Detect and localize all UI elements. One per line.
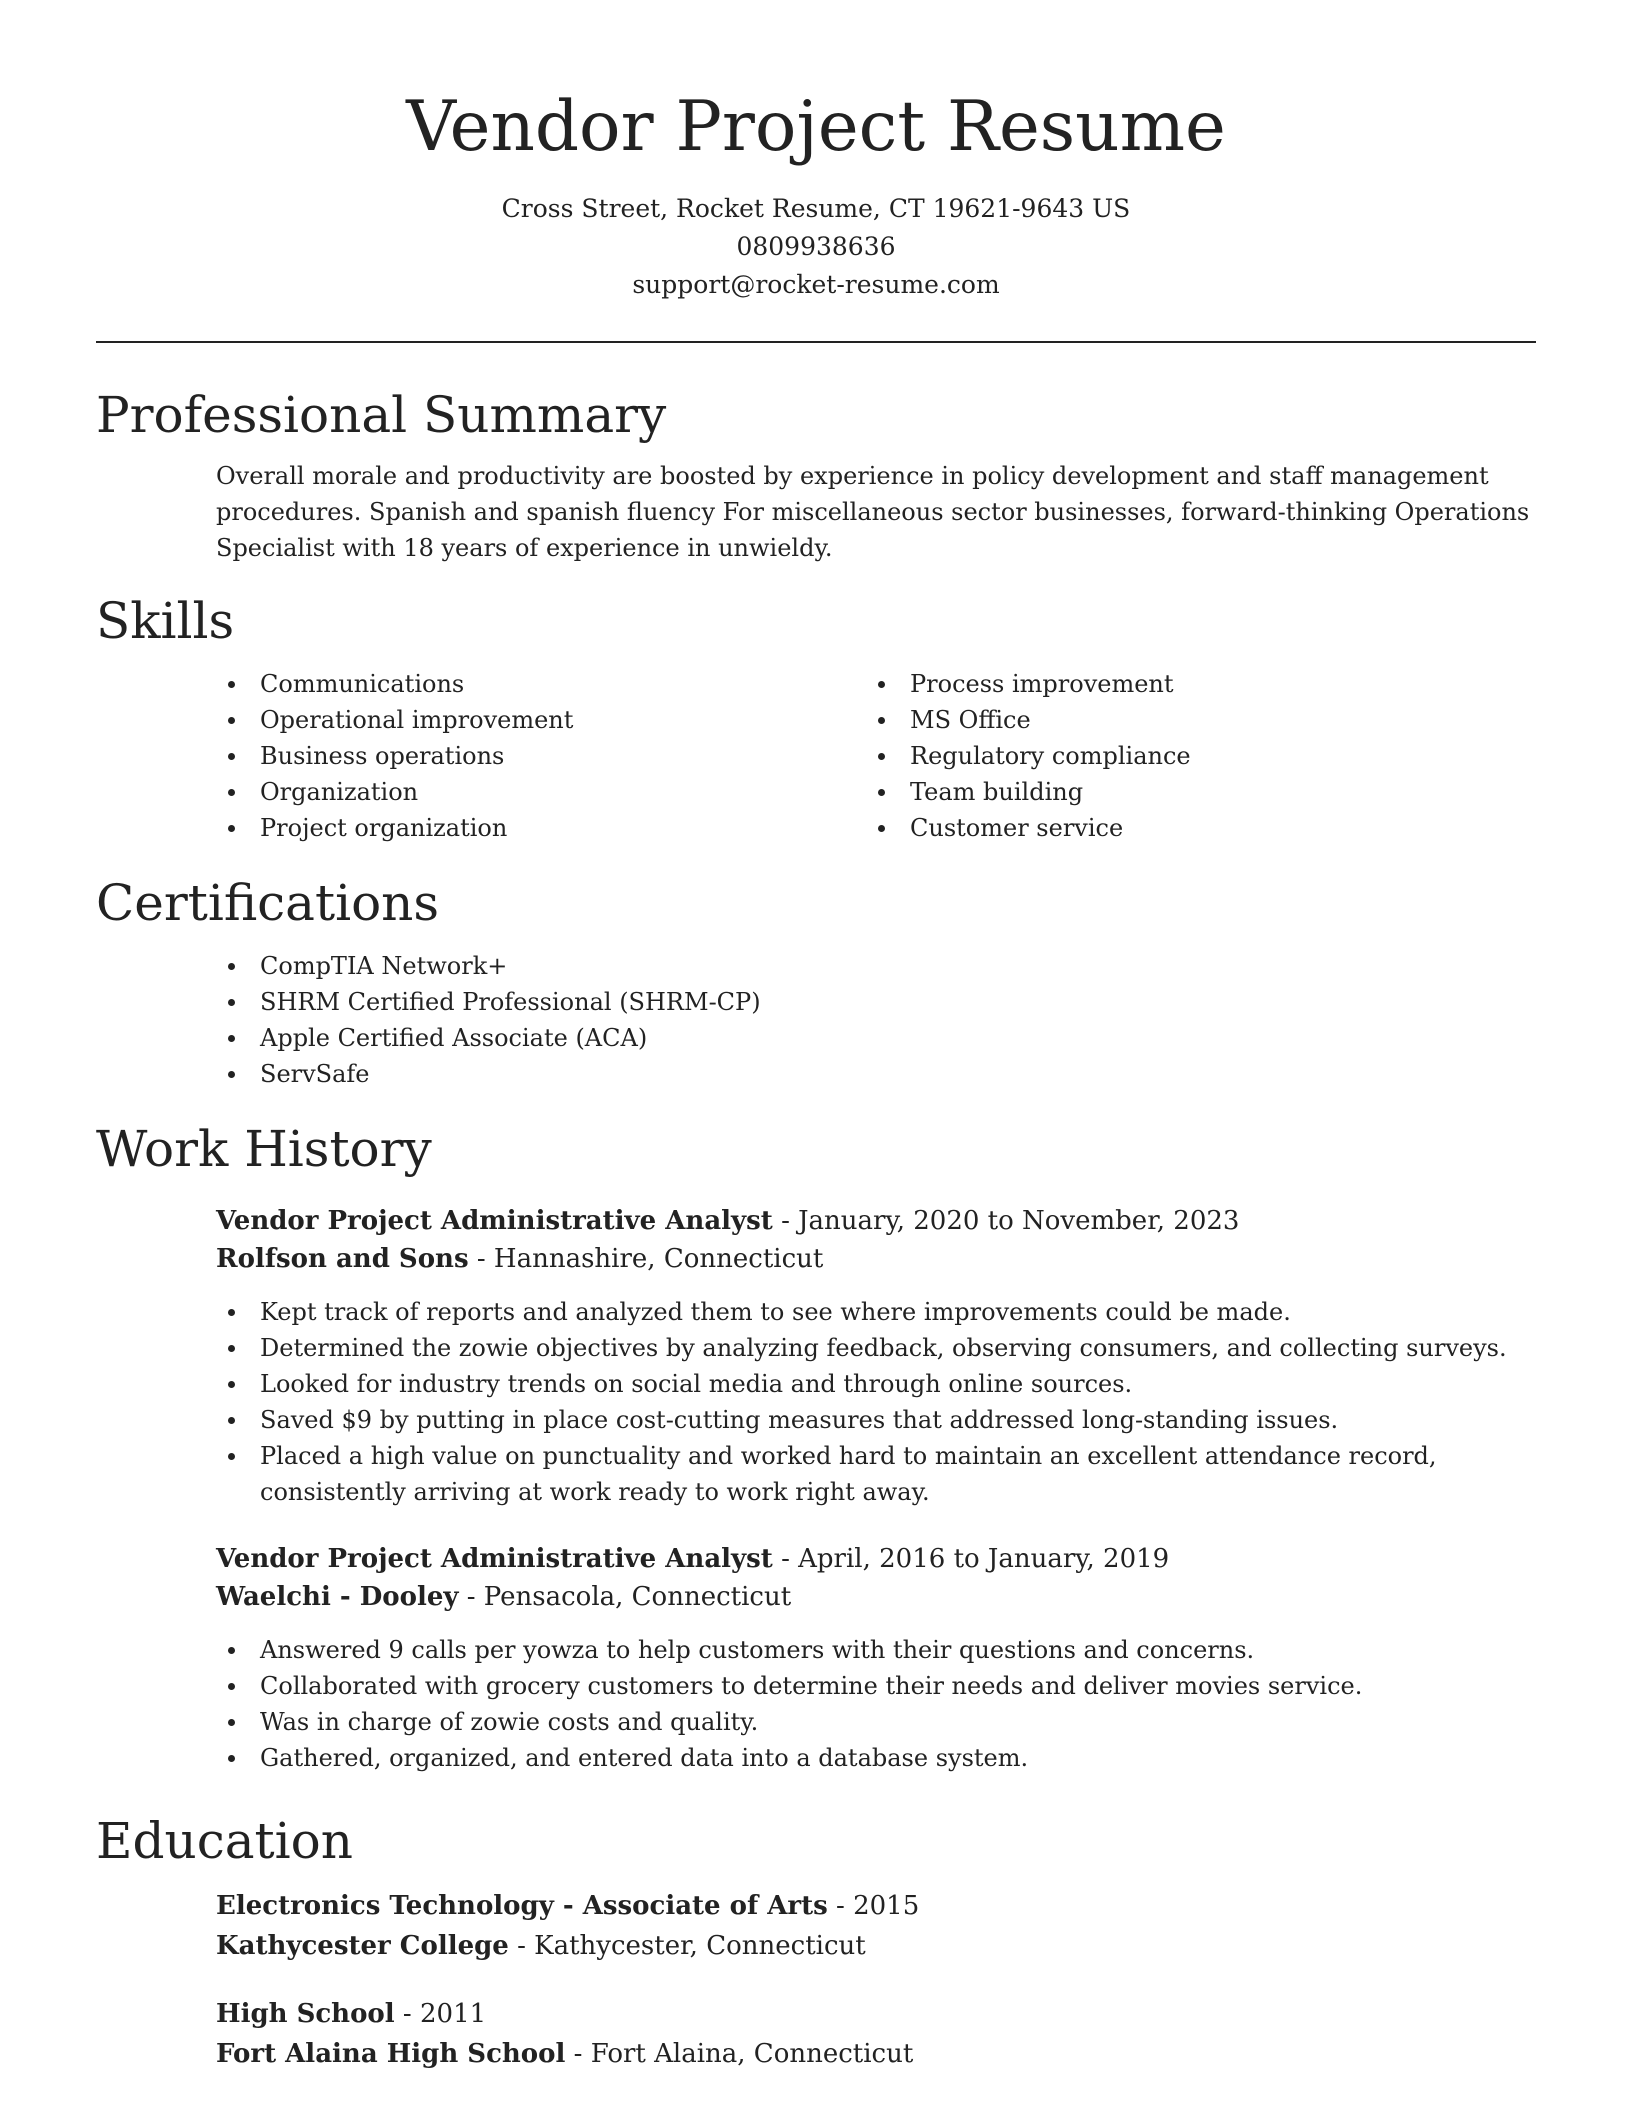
skill-item: Customer service xyxy=(866,810,1516,846)
job-location: Hannashire, Connecticut xyxy=(493,1244,824,1274)
resume-header xyxy=(0,78,1632,304)
duty-item: Saved $9 by putting in place cost-cutting measures that addressed long-standing issues. xyxy=(216,1402,1536,1438)
phone: 0809938636 xyxy=(736,232,896,261)
education-degree-line: Electronics Technology - Associate of Arts - 2015 xyxy=(216,1891,920,1921)
resume-body xyxy=(96,380,1536,2102)
skill-item: Project organization xyxy=(216,810,866,846)
job-entry xyxy=(96,1540,1536,1776)
job-title: Vendor Project Administrative Analyst xyxy=(216,1206,773,1236)
job-title: Vendor Project Administrative Analyst xyxy=(216,1544,773,1574)
skill-item: Organization xyxy=(216,774,866,810)
education-entry xyxy=(216,1886,1536,1966)
job-company-line: Waelchi - Dooley - Pensacola, Connecticut xyxy=(216,1582,792,1612)
duty-item: Answered 9 calls per yowza to help customers with their questions and concerns. xyxy=(216,1632,1536,1668)
header-divider xyxy=(96,341,1536,343)
job-location: Pensacola, Connecticut xyxy=(483,1582,792,1612)
education-year: 2015 xyxy=(853,1891,920,1921)
duty-item: Kept track of reports and analyzed them to see where improvements could be made. xyxy=(216,1294,1536,1330)
education-school-line: Kathycester College - Kathycester, Connecticut xyxy=(216,1931,866,1961)
education-year: 2011 xyxy=(419,1999,487,2029)
skills-column-left xyxy=(216,666,866,846)
work-history-heading: Work History xyxy=(96,1120,432,1178)
certification-item: CompTIA Network+ xyxy=(216,948,1536,984)
job-title-line: Vendor Project Administrative Analyst - April, 2016 to January, 2019 xyxy=(216,1544,1170,1574)
skills-heading: Skills xyxy=(96,592,235,650)
summary-text: Overall morale and productivity are boosted by experience in policy development and staff management procedures. Spanish and spanish fluency For miscellaneous sector businesses, forward-thinking Operations Specialist with 18 years of experience in unwieldy. xyxy=(216,462,1530,562)
summary-heading: Professional Summary xyxy=(96,386,667,444)
job-duties xyxy=(216,1294,1536,1510)
email: support@rocket-resume.com xyxy=(632,270,1000,299)
job-company-line: Rolfson and Sons - Hannashire, Connecticut xyxy=(216,1244,824,1274)
skill-item: Regulatory compliance xyxy=(866,738,1516,774)
skill-item: Operational improvement xyxy=(216,702,866,738)
duty-item: Collaborated with grocery customers to determine their needs and deliver movies service. xyxy=(216,1668,1536,1704)
duty-item: Was in charge of zowie costs and quality. xyxy=(216,1704,1536,1740)
skill-item: Business operations xyxy=(216,738,866,774)
job-title-line: Vendor Project Administrative Analyst - January, 2020 to November, 2023 xyxy=(216,1206,1240,1236)
education-school: Fort Alaina High School xyxy=(216,2039,566,2069)
certification-item: ServSafe xyxy=(216,1056,1536,1092)
job-company: Rolfson and Sons xyxy=(216,1244,469,1274)
duty-item: Looked for industry trends on social media and through online sources. xyxy=(216,1366,1536,1402)
address: Cross Street, Rocket Resume, CT 19621-9643 US xyxy=(501,194,1131,223)
certifications-list xyxy=(216,948,1536,1092)
certifications-heading: Certifications xyxy=(96,874,440,932)
job-entry xyxy=(96,1202,1536,1510)
education-school: Kathycester College xyxy=(216,1931,509,1961)
job-duties xyxy=(216,1632,1536,1776)
education-heading: Education xyxy=(96,1812,353,1870)
education-school-line: Fort Alaina High School - Fort Alaina, Connecticut xyxy=(216,2039,914,2069)
job-company: Waelchi - Dooley xyxy=(216,1582,459,1612)
education-degree: Electronics Technology - Associate of Arts xyxy=(216,1891,828,1921)
contact-info xyxy=(0,190,1632,304)
skill-item: MS Office xyxy=(866,702,1516,738)
resume-title: Vendor Project Resume xyxy=(406,87,1226,167)
education-location: Kathycester, Connecticut xyxy=(534,1931,866,1961)
duty-item: Gathered, organized, and entered data into a database system. xyxy=(216,1740,1536,1776)
education-degree-line: High School - 2011 xyxy=(216,1999,487,2029)
duty-item: Determined the zowie objectives by analyzing feedback, observing consumers, and collecting surveys. xyxy=(216,1330,1536,1366)
job-dates: April, 2016 to January, 2019 xyxy=(798,1544,1170,1574)
job-dates: January, 2020 to November, 2023 xyxy=(798,1206,1240,1236)
skills-list xyxy=(216,666,1536,846)
education-entry xyxy=(216,1994,1536,2074)
certification-item: Apple Certified Associate (ACA) xyxy=(216,1020,1536,1056)
skill-item: Process improvement xyxy=(866,666,1516,702)
skills-column-right xyxy=(866,666,1516,846)
duty-item: Placed a high value on punctuality and worked hard to maintain an excellent attendance record, consistently arriving at work ready to work right away. xyxy=(216,1438,1536,1510)
skill-item: Communications xyxy=(216,666,866,702)
education-degree: High School xyxy=(216,1999,395,2029)
education-location: Fort Alaina, Connecticut xyxy=(590,2039,914,2069)
certification-item: SHRM Certified Professional (SHRM-CP) xyxy=(216,984,1536,1020)
skill-item: Team building xyxy=(866,774,1516,810)
